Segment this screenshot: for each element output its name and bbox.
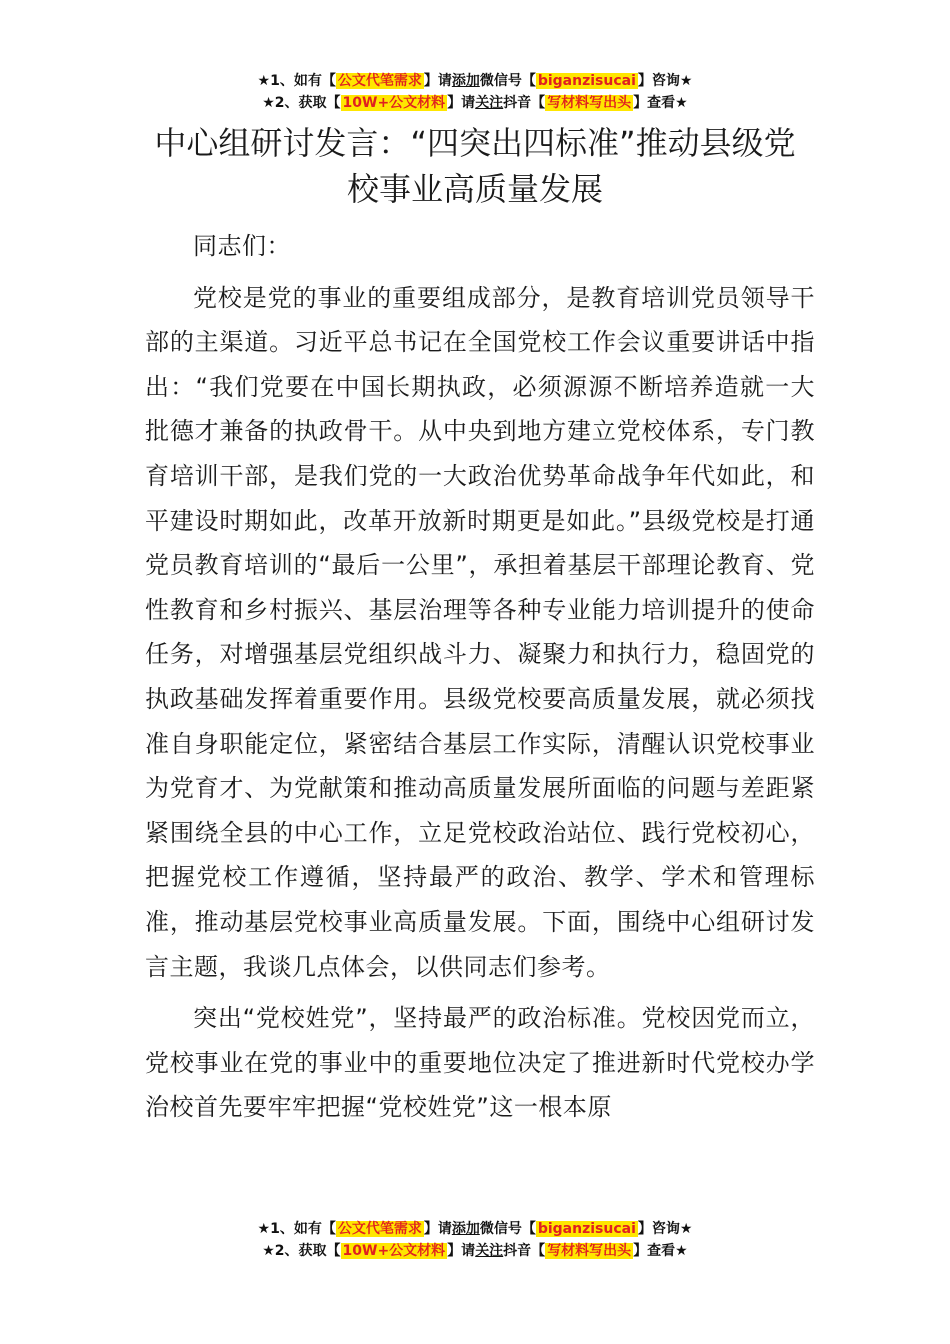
- promo-text: ★2、获取【: [262, 1243, 341, 1259]
- paragraph-intro: 党校是党的事业的重要组成部分，是教育培训党员领导干部的主渠道。习近平总书记在全国党校工作会议重要讲话中指出：“我们党要在中国长期执政，必须源源不断培养造就一大批德才兼备的执政骨干。从中央到地方建立党校体系，专门教育培训干部，是我们党的一大政治优势革命战争年代如此，和平建设时期如此，改革开放新时期更是如此。”县级党校是打通党员教育培训的“最后一公里”，承担着基层干部理论教育、党性教育和乡村振兴、基层治理等各种专业能力培训提升的使命任务，对增强基层党组织战斗力、凝聚力和执行力，稳固党的执政基础发挥着重要作用。县级党校要高质量发展，就必须找准自身职能定位，紧密结合基层工作实际，清醒认识党校事业为党育才、为党献策和推动高质量发展所面临的问题与差距紧紧围绕全县的中心工作，立足党校政治站位、践行党校初心，把握党校工作遵循，坚持最严的政治、教学、学术和管理标准，推动基层党校事业高质量发展。下面，围绕中心组研讨发言主题，我谈几点体会，以供同志们参考。: [145, 283, 815, 981]
- promo-douyin-id: 写材料写出头: [547, 95, 632, 111]
- promo-text: 】请: [447, 95, 476, 111]
- document-body: [145, 224, 815, 1137]
- promo-text: 】查看★: [633, 95, 688, 111]
- promo-emphasis: 添加: [451, 1221, 480, 1237]
- paragraph-point-1: 突出“党校姓党”，坚持最严的政治标准。党校因党而立，党校事业在党的事业中的重要地位决定了推进新时代党校办学治校首先要牢牢把握“党校姓党”这一根本原: [145, 1004, 815, 1122]
- promo-emphasis: 添加: [451, 73, 480, 89]
- promo-highlight: 公文代笔需求: [337, 1221, 422, 1237]
- promo-text: 抖音【: [503, 95, 546, 111]
- promo-highlight: 10W+公文材料: [342, 95, 446, 111]
- promo-highlight: 公文代笔需求: [337, 73, 422, 89]
- promo-highlight: 10W+公文材料: [342, 1243, 446, 1259]
- promo-douyin-id: 写材料写出头: [547, 1243, 632, 1259]
- promo-text: 】咨询★: [637, 1221, 693, 1237]
- promo-wechat-id: biganzisucai: [537, 1221, 636, 1237]
- promo-text: ★1、如有【: [257, 73, 336, 89]
- promo-line-2: [0, 1240, 950, 1262]
- promo-line-2: [0, 92, 950, 114]
- promo-text: 】查看★: [633, 1243, 688, 1259]
- promo-emphasis: 关注: [475, 1243, 504, 1259]
- promo-emphasis: 关注: [475, 95, 504, 111]
- promo-text: ★1、如有【: [257, 1221, 336, 1237]
- promo-text: ★2、获取【: [262, 95, 341, 111]
- promo-text: 抖音【: [503, 1243, 546, 1259]
- promo-text: 】咨询★: [637, 73, 693, 89]
- promo-line-1: [0, 70, 950, 92]
- promo-text: 】请: [447, 1243, 476, 1259]
- document-title: 中心组研讨发言：“四突出四标准”推动县级党校事业高质量发展: [154, 124, 796, 208]
- promo-line-1: [0, 1218, 950, 1240]
- salutation: 同志们：: [193, 232, 291, 260]
- promo-text: 】请: [423, 1221, 452, 1237]
- promo-text: 微信号【: [479, 1221, 536, 1237]
- promo-footer: [0, 1218, 950, 1262]
- promo-text: 微信号【: [479, 73, 536, 89]
- promo-text: 】请: [423, 73, 452, 89]
- promo-wechat-id: biganzisucai: [537, 73, 636, 89]
- promo-header: [0, 70, 950, 114]
